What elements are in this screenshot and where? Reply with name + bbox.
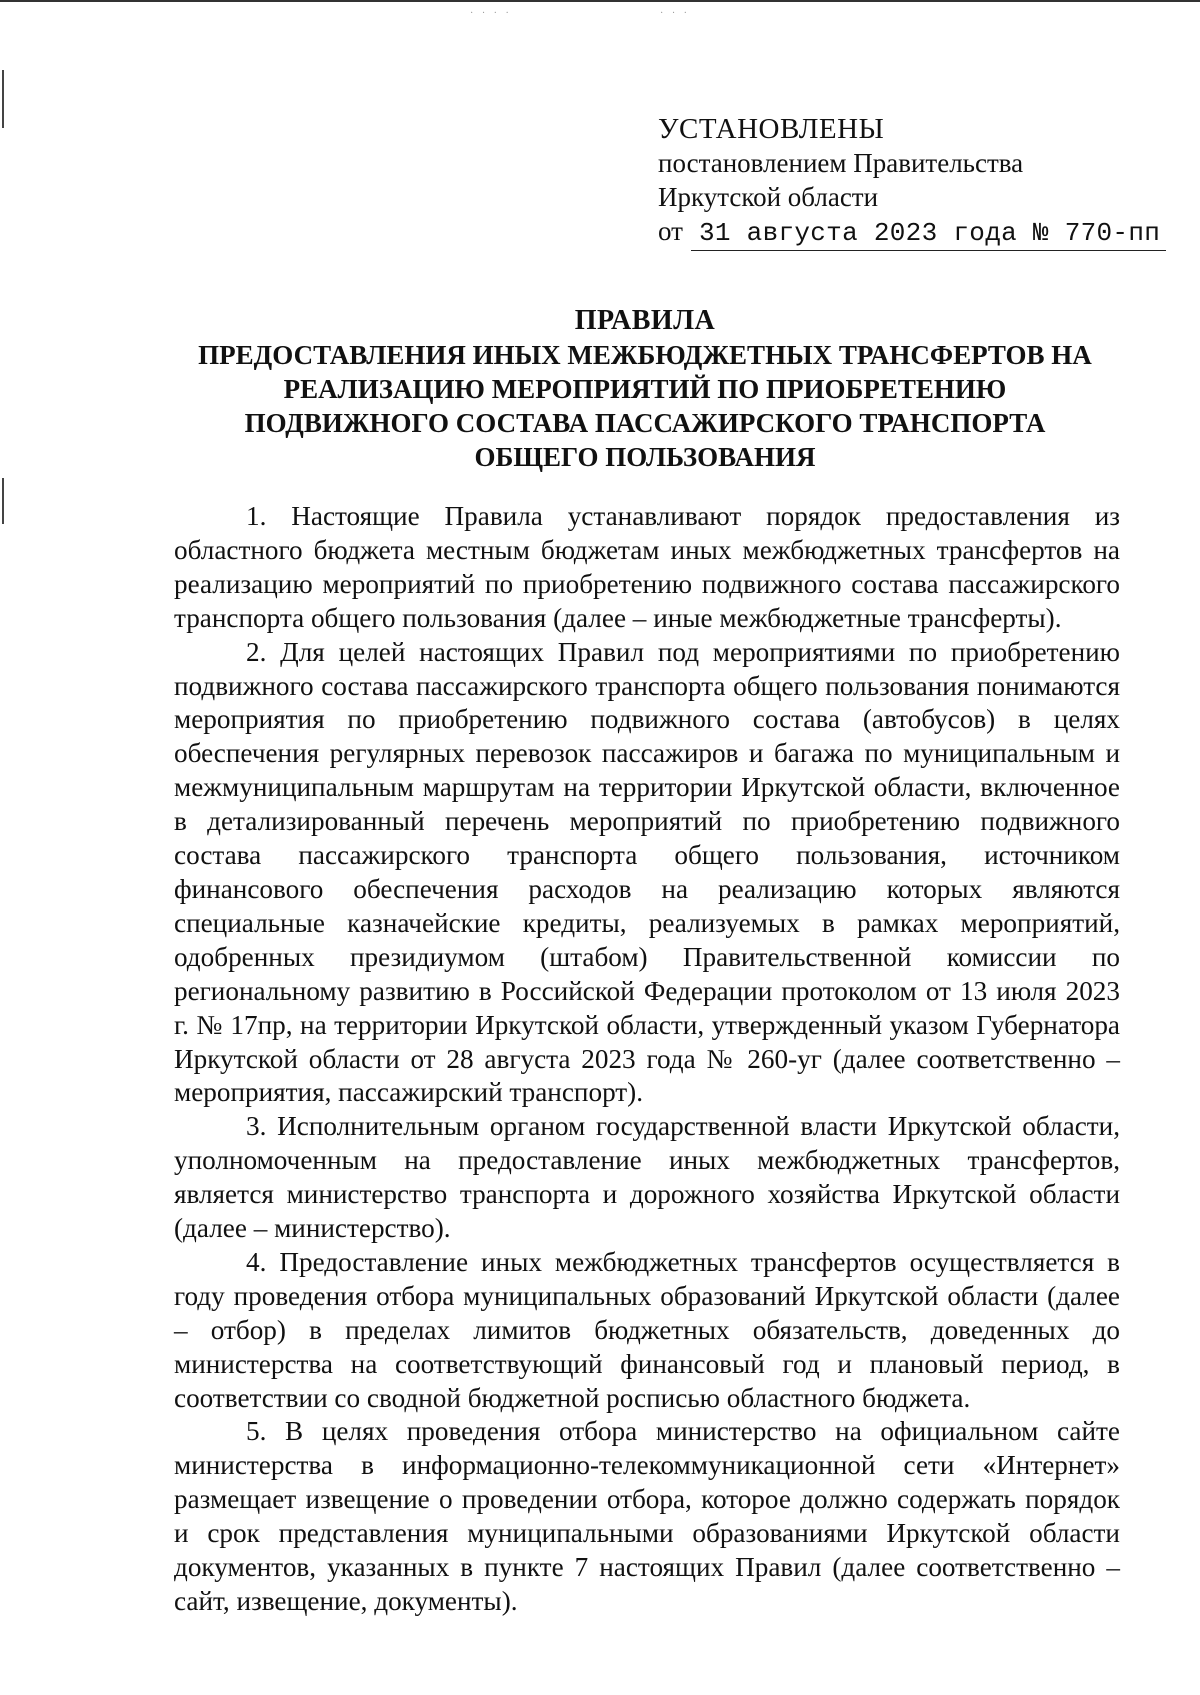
- title-line: ОБЩЕГО ПОЛЬЗОВАНИЯ: [474, 442, 816, 472]
- title-line: РЕАЛИЗАЦИЮ МЕРОПРИЯТИЙ ПО ПРИОБРЕТЕНИЮ: [283, 374, 1007, 404]
- approval-heading: УСТАНОВЛЕНЫ: [658, 113, 885, 145]
- approval-date-row: [658, 214, 1161, 251]
- paragraph-1: 1. Настоящие Правила устанавливают порядок предоставления из областного бюджета местным бюджетам иных межбюджетных трансфертов на реализацию мероприятий по приобретению подвижного состава пассажирского транспорта общего пользования (далее – иные межбюджетные трансферты).: [174, 501, 1120, 633]
- resolution-date-number: 31 августа 2023 года № 770-пп: [691, 216, 1166, 251]
- approval-line-2: Иркутской области: [658, 182, 879, 212]
- title-line: ПРЕДОСТАВЛЕНИЯ ИНЫХ МЕЖБЮДЖЕТНЫХ ТРАНСФЕРТОВ НА: [198, 340, 1092, 370]
- paragraph-2: 2. Для целей настоящих Правил под мероприятиями по приобретению подвижного состава пассажирского транспорта общего пользования понимаются мероприятия по приобретению подвижного состава (автобусов) в целях обеспечения регулярных перевозок пассажиров и багажа по муниципальным и межмуниципальным маршрутам на территории Иркутской области, включенное в детализированный перечень мероприятий по приобретению подвижного состава пассажирского транспорта общего пользования, источником финансового обеспечения расходов на реализацию которых являются специальные казначейские кредиты, реализуемых в рамках мероприятий, одобренных президиумом (штабом) Правительственной комиссии по региональному развитию в Российской Федерации протоколом от 13 июля 2023 г. № 17пр, на территории Иркутской области, утвержденный указом Губернатора Иркутской области от 28 августа 2023 года № 260-уг (далее соответственно – мероприятия, пассажирский транспорт).: [174, 636, 1120, 1108]
- date-prefix: от: [658, 216, 683, 246]
- scan-noise: · · ·: [660, 8, 690, 19]
- title-main: ПРАВИЛА: [574, 305, 716, 336]
- scan-edge-mark: [2, 70, 4, 128]
- paragraph-4: 4. Предоставление иных межбюджетных трансфертов осуществляется в году проведения отбора муниципальных образований Иркутской области (далее – отбор) в пределах лимитов бюджетных обязательств, доведенных до министерства на соответствующий финансовый год и плановый период, в соответствии со сводной бюджетной росписью областного бюджета.: [174, 1246, 1120, 1413]
- scan-edge-mark: [2, 478, 4, 524]
- title-line: ПОДВИЖНОГО СОСТАВА ПАССАЖИРСКОГО ТРАНСПОРТА: [244, 408, 1046, 438]
- page-top-edge: [0, 0, 1200, 2]
- scan-noise: · · · ·: [470, 8, 512, 19]
- paragraph-5: 5. В целях проведения отбора министерство на официальном сайте министерства в информационно-телекоммуникационной сети «Интернет» размещает извещение о проведении отбора, которое должно содержать порядок и срок представления муниципальными образованиями Иркутской области документов, указанных в пункте 7 настоящих Правил (далее соответственно – сайт, извещение, документы).: [174, 1416, 1120, 1616]
- approval-block: [658, 112, 1161, 251]
- paragraph-3: 3. Исполнительным органом государственной власти Иркутской области, уполномоченным на предоставление иных межбюджетных трансфертов, является министерство транспорта и дорожного хозяйства Иркутской области (далее – министерство).: [174, 1111, 1120, 1244]
- approval-line-1: постановлением Правительства: [658, 148, 1024, 178]
- document-title: [165, 304, 1125, 474]
- document-body: [174, 500, 1120, 1619]
